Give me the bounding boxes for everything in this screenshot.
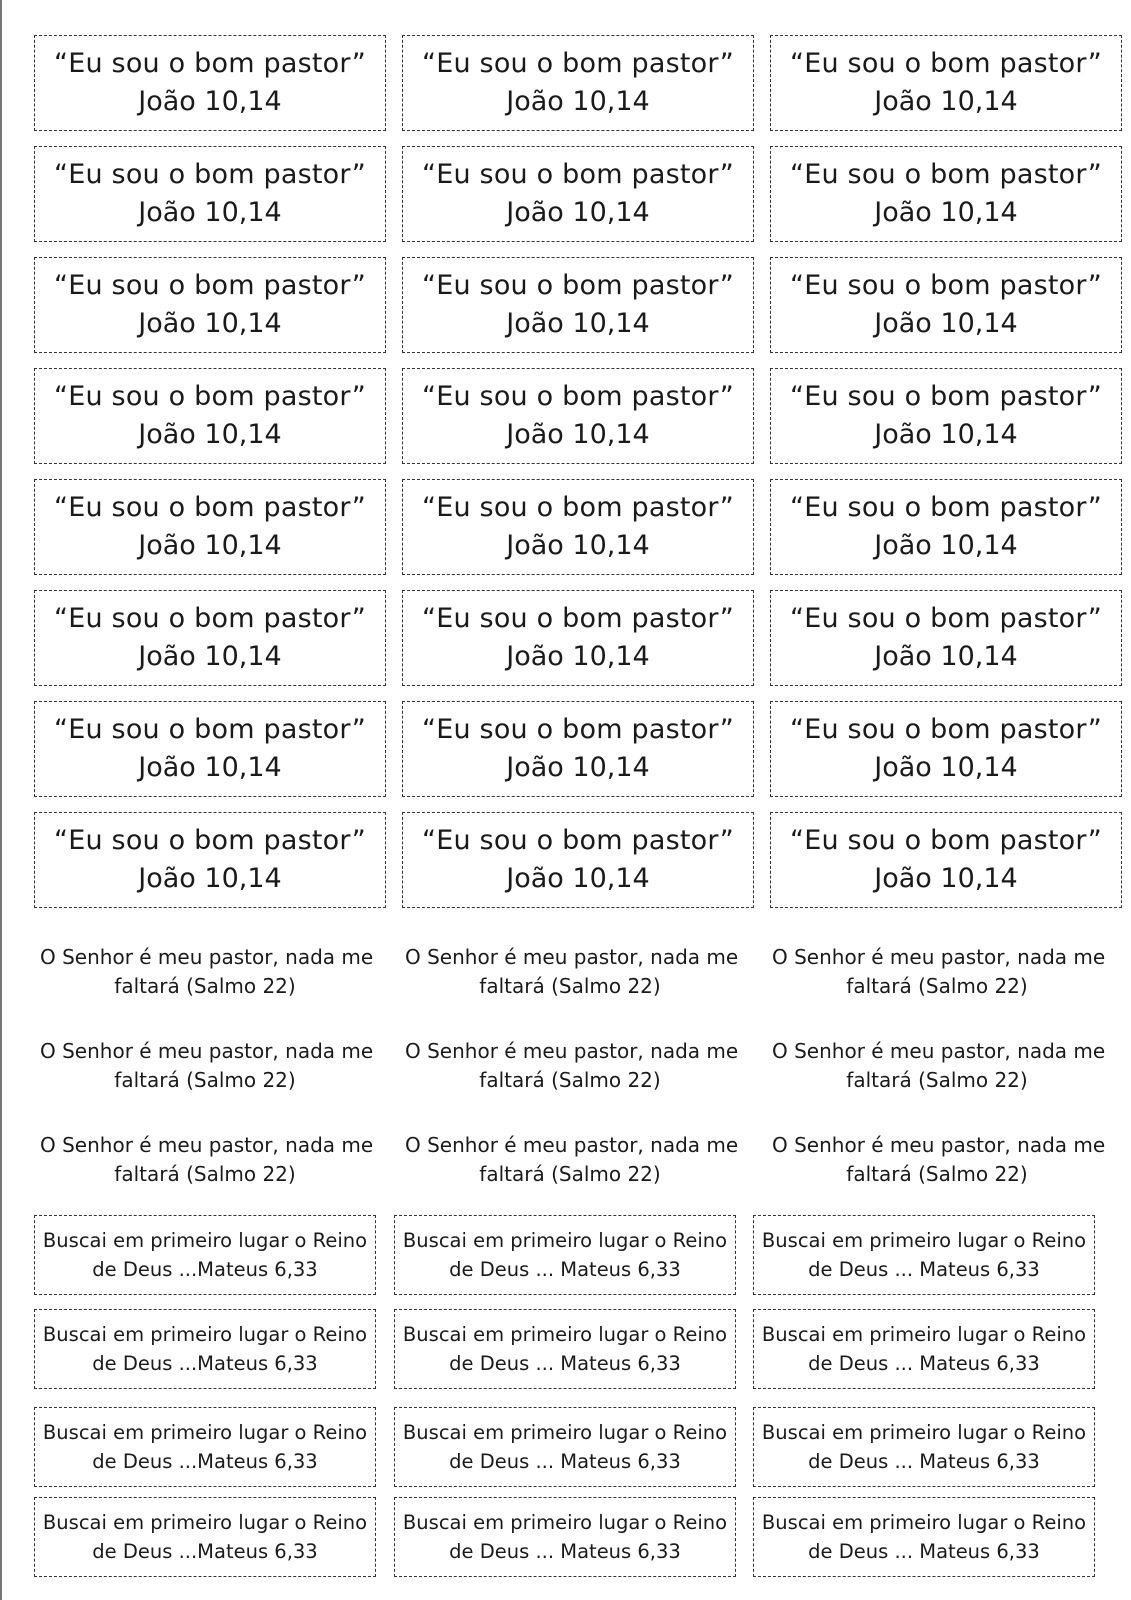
pastor-card — [402, 812, 754, 908]
card-text-line-2: João 10,14 — [138, 641, 282, 672]
salmo-card — [772, 937, 1106, 1007]
mateus-card — [753, 1497, 1095, 1577]
card-text-line-1: Buscai em primeiro lugar o Reino — [402, 1229, 728, 1252]
card-text-line-1: Buscai em primeiro lugar o Reino — [42, 1511, 368, 1534]
card-text-line-2: João 10,14 — [874, 641, 1018, 672]
card-text-line-1: Buscai em primeiro lugar o Reino — [42, 1229, 368, 1252]
card-text-line-1: Buscai em primeiro lugar o Reino — [42, 1323, 368, 1346]
card-text-line-1: “Eu sou o bom pastor” — [422, 270, 734, 301]
card-text-line-1: O Senhor é meu pastor, nada me — [772, 945, 1106, 969]
pastor-card — [34, 479, 386, 575]
card-text-line-1: “Eu sou o bom pastor” — [790, 492, 1102, 523]
card-text-line-2: João 10,14 — [506, 86, 650, 117]
page-left-edge — [0, 0, 2, 1600]
card-text-line-1: O Senhor é meu pastor, nada me — [40, 1039, 374, 1063]
card-text-line-1: “Eu sou o bom pastor” — [54, 381, 366, 412]
pastor-card — [34, 146, 386, 242]
card-text-line-2: faltará (Salmo 22) — [846, 1068, 1028, 1092]
card-text-line-2: João 10,14 — [874, 197, 1018, 228]
card-text-line-2: de Deus ... Mateus 6,33 — [808, 1450, 1040, 1473]
card-text-line-2: João 10,14 — [506, 752, 650, 783]
card-text-line-1: Buscai em primeiro lugar o Reino — [761, 1229, 1087, 1252]
card-text-line-1: “Eu sou o bom pastor” — [422, 603, 734, 634]
mateus-card — [394, 1407, 736, 1487]
card-text-line-1: O Senhor é meu pastor, nada me — [772, 1039, 1106, 1063]
salmo-card — [40, 937, 374, 1007]
pastor-card — [770, 368, 1122, 464]
card-text-line-2: faltará (Salmo 22) — [846, 974, 1028, 998]
card-text-line-1: Buscai em primeiro lugar o Reino — [42, 1421, 368, 1444]
card-text-line-1: “Eu sou o bom pastor” — [790, 714, 1102, 745]
card-text-line-1: “Eu sou o bom pastor” — [422, 159, 734, 190]
card-text-line-1: “Eu sou o bom pastor” — [790, 159, 1102, 190]
card-text-line-2: de Deus ... Mateus 6,33 — [449, 1540, 681, 1563]
pastor-card — [770, 590, 1122, 686]
card-text-line-1: Buscai em primeiro lugar o Reino — [761, 1421, 1087, 1444]
card-text-line-1: “Eu sou o bom pastor” — [422, 48, 734, 79]
card-text-line-2: João 10,14 — [138, 197, 282, 228]
card-text-line-2: faltará (Salmo 22) — [846, 1162, 1028, 1186]
card-text-line-2: faltará (Salmo 22) — [479, 1162, 661, 1186]
card-text-line-1: “Eu sou o bom pastor” — [422, 381, 734, 412]
card-text-line-1: Buscai em primeiro lugar o Reino — [761, 1511, 1087, 1534]
salmo-card — [405, 937, 739, 1007]
pastor-card — [402, 701, 754, 797]
card-text-line-1: “Eu sou o bom pastor” — [790, 603, 1102, 634]
card-text-line-1: Buscai em primeiro lugar o Reino — [402, 1421, 728, 1444]
card-text-line-1: “Eu sou o bom pastor” — [54, 159, 366, 190]
card-text-line-2: de Deus ...Mateus 6,33 — [92, 1352, 318, 1375]
card-text-line-2: João 10,14 — [138, 863, 282, 894]
card-text-line-2: João 10,14 — [506, 419, 650, 450]
card-text-line-2: João 10,14 — [138, 308, 282, 339]
card-text-line-1: Buscai em primeiro lugar o Reino — [761, 1323, 1087, 1346]
card-text-line-2: faltará (Salmo 22) — [479, 974, 661, 998]
card-text-line-2: João 10,14 — [874, 86, 1018, 117]
card-text-line-2: João 10,14 — [506, 530, 650, 561]
card-text-line-1: “Eu sou o bom pastor” — [422, 714, 734, 745]
card-text-line-2: João 10,14 — [506, 308, 650, 339]
pastor-card — [34, 35, 386, 131]
card-text-line-2: João 10,14 — [506, 641, 650, 672]
pastor-card — [770, 479, 1122, 575]
card-text-line-1: “Eu sou o bom pastor” — [54, 714, 366, 745]
pastor-card — [402, 146, 754, 242]
salmo-card — [772, 1125, 1106, 1195]
mateus-card — [394, 1497, 736, 1577]
card-text-line-1: “Eu sou o bom pastor” — [790, 48, 1102, 79]
card-text-line-1: “Eu sou o bom pastor” — [54, 825, 366, 856]
salmo-card — [405, 1031, 739, 1101]
mateus-card — [753, 1309, 1095, 1389]
card-text-line-1: O Senhor é meu pastor, nada me — [405, 1039, 739, 1063]
card-text-line-2: de Deus ...Mateus 6,33 — [92, 1258, 318, 1281]
card-text-line-1: “Eu sou o bom pastor” — [422, 825, 734, 856]
card-text-line-2: de Deus ... Mateus 6,33 — [449, 1450, 681, 1473]
card-text-line-2: de Deus ...Mateus 6,33 — [92, 1540, 318, 1563]
salmo-card — [405, 1125, 739, 1195]
card-text-line-1: O Senhor é meu pastor, nada me — [405, 1133, 739, 1157]
card-text-line-1: “Eu sou o bom pastor” — [54, 492, 366, 523]
pastor-card — [402, 590, 754, 686]
card-text-line-1: “Eu sou o bom pastor” — [54, 603, 366, 634]
pastor-card — [34, 590, 386, 686]
card-text-line-1: O Senhor é meu pastor, nada me — [40, 945, 374, 969]
card-text-line-2: João 10,14 — [874, 308, 1018, 339]
mateus-card — [34, 1407, 376, 1487]
card-text-line-2: de Deus ...Mateus 6,33 — [92, 1450, 318, 1473]
card-text-line-2: João 10,14 — [874, 530, 1018, 561]
card-text-line-1: “Eu sou o bom pastor” — [54, 48, 366, 79]
card-text-line-2: faltará (Salmo 22) — [114, 974, 296, 998]
card-text-line-2: João 10,14 — [138, 419, 282, 450]
mateus-card — [394, 1309, 736, 1389]
pastor-card — [34, 701, 386, 797]
pastor-card — [770, 35, 1122, 131]
card-text-line-2: faltará (Salmo 22) — [114, 1162, 296, 1186]
card-text-line-2: João 10,14 — [138, 86, 282, 117]
card-text-line-2: de Deus ... Mateus 6,33 — [808, 1258, 1040, 1281]
card-text-line-1: O Senhor é meu pastor, nada me — [405, 945, 739, 969]
card-text-line-2: faltará (Salmo 22) — [479, 1068, 661, 1092]
card-text-line-2: de Deus ... Mateus 6,33 — [808, 1352, 1040, 1375]
mateus-card — [34, 1497, 376, 1577]
card-text-line-2: de Deus ... Mateus 6,33 — [808, 1540, 1040, 1563]
card-text-line-1: “Eu sou o bom pastor” — [54, 270, 366, 301]
mateus-card — [753, 1407, 1095, 1487]
card-text-line-2: faltará (Salmo 22) — [114, 1068, 296, 1092]
pastor-card — [770, 257, 1122, 353]
salmo-card — [40, 1125, 374, 1195]
mateus-card — [753, 1215, 1095, 1295]
card-text-line-1: “Eu sou o bom pastor” — [790, 381, 1102, 412]
card-text-line-1: “Eu sou o bom pastor” — [790, 825, 1102, 856]
mateus-card — [34, 1215, 376, 1295]
card-text-line-2: João 10,14 — [506, 197, 650, 228]
card-text-line-2: de Deus ... Mateus 6,33 — [449, 1352, 681, 1375]
pastor-card — [34, 812, 386, 908]
card-text-line-1: O Senhor é meu pastor, nada me — [772, 1133, 1106, 1157]
pastor-card — [402, 35, 754, 131]
card-text-line-1: “Eu sou o bom pastor” — [422, 492, 734, 523]
pastor-card — [34, 257, 386, 353]
pastor-card — [770, 812, 1122, 908]
salmo-card — [40, 1031, 374, 1101]
pastor-card — [402, 257, 754, 353]
pastor-card — [402, 479, 754, 575]
mateus-card — [394, 1215, 736, 1295]
card-text-line-1: O Senhor é meu pastor, nada me — [40, 1133, 374, 1157]
card-text-line-2: João 10,14 — [506, 863, 650, 894]
card-text-line-2: João 10,14 — [874, 863, 1018, 894]
card-text-line-2: de Deus ... Mateus 6,33 — [449, 1258, 681, 1281]
card-text-line-1: Buscai em primeiro lugar o Reino — [402, 1511, 728, 1534]
card-text-line-2: João 10,14 — [874, 752, 1018, 783]
mateus-card — [34, 1309, 376, 1389]
salmo-card — [772, 1031, 1106, 1101]
pastor-card — [402, 368, 754, 464]
card-text-line-2: João 10,14 — [138, 752, 282, 783]
pastor-card — [770, 146, 1122, 242]
card-text-line-1: “Eu sou o bom pastor” — [790, 270, 1102, 301]
pastor-card — [34, 368, 386, 464]
card-text-line-2: João 10,14 — [138, 530, 282, 561]
pastor-card — [770, 701, 1122, 797]
card-text-line-2: João 10,14 — [874, 419, 1018, 450]
card-text-line-1: Buscai em primeiro lugar o Reino — [402, 1323, 728, 1346]
